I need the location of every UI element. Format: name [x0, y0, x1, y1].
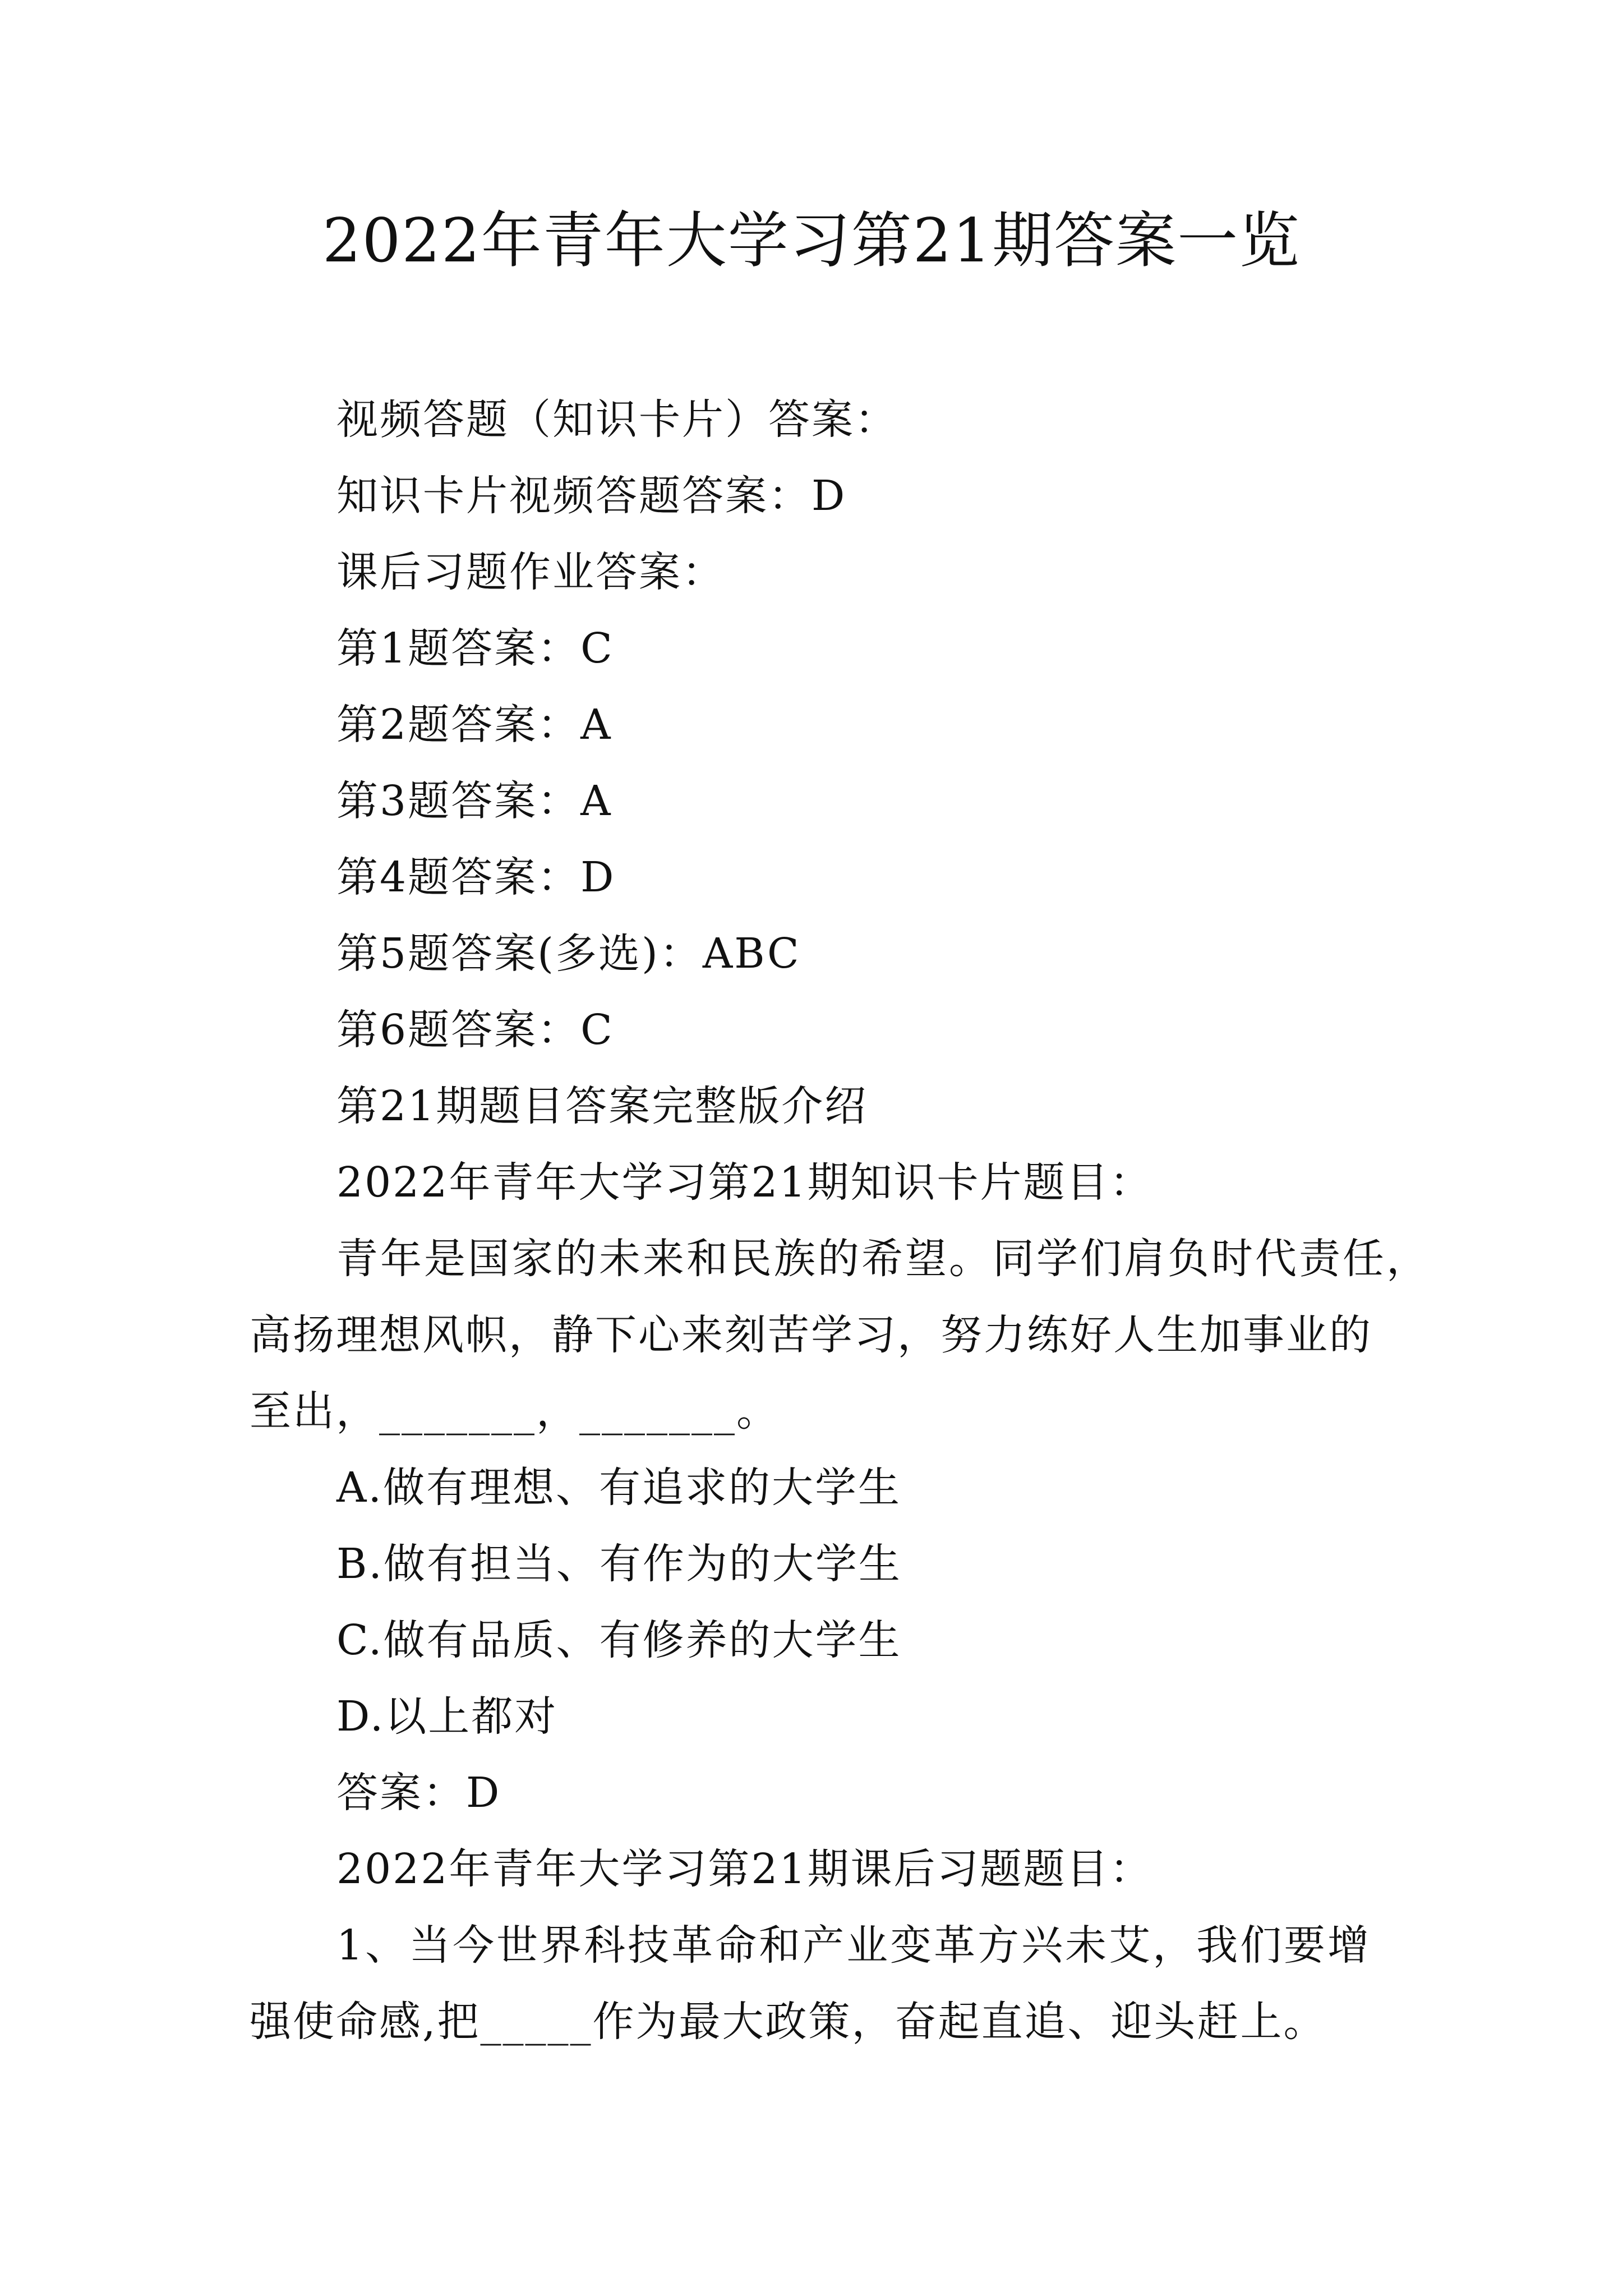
option-a: A.做有理想、有追求的大学生: [336, 1464, 901, 1512]
question1-paragraph: [250, 1907, 1394, 2060]
text-line: 视频答题（知识卡片）答案：: [336, 395, 898, 444]
option-b: B.做有担当、有作为的大学生: [336, 1540, 902, 1588]
section-heading: 第21期题目答案完整版介绍: [336, 1082, 868, 1130]
paragraph-line: 高扬理想风帜，静下心来刻苦学习，努力练好人生加事业的: [250, 1311, 1372, 1359]
document-body: [250, 381, 1430, 2060]
option-c: C.做有品质、有修养的大学生: [336, 1616, 902, 1664]
text-line: 第1题答案：C: [336, 624, 614, 673]
section-heading: 2022年青年大学习第21期知识卡片题目：: [336, 1158, 1153, 1207]
page-title: 2022年青年大学习第21期答案一览: [322, 206, 1301, 276]
text-line: 第2题答案：A: [336, 701, 612, 749]
answer-line: 答案：D: [336, 1769, 501, 1817]
text-line: 第6题答案：C: [336, 1006, 614, 1054]
section-heading: 2022年青年大学习第21期课后习题题目：: [336, 1845, 1153, 1893]
text-line: 第3题答案：A: [336, 777, 612, 825]
text-line: 课后习题作业答案：: [336, 548, 725, 596]
paragraph-line: 至出，_______，_______。: [250, 1387, 780, 1435]
text-line: 第5题答案(多选)：ABC: [336, 930, 801, 978]
paragraph-line: 强使命感,把_____作为最大政策，奋起直追、迎头赶上。: [250, 1998, 1327, 2046]
text-line: 第4题答案：D: [336, 853, 616, 901]
option-d: D.以上都对: [336, 1692, 558, 1741]
question-intro-paragraph: [250, 1221, 1430, 1450]
paragraph-line: 青年是国家的未来和民族的希望。同学们肩负时代责任，: [336, 1235, 1430, 1283]
text-line: 知识卡片视频答题答案：D: [336, 472, 847, 520]
paragraph-line: 1、当今世界科技革命和产业变革方兴未艾，我们要增: [336, 1921, 1372, 1970]
